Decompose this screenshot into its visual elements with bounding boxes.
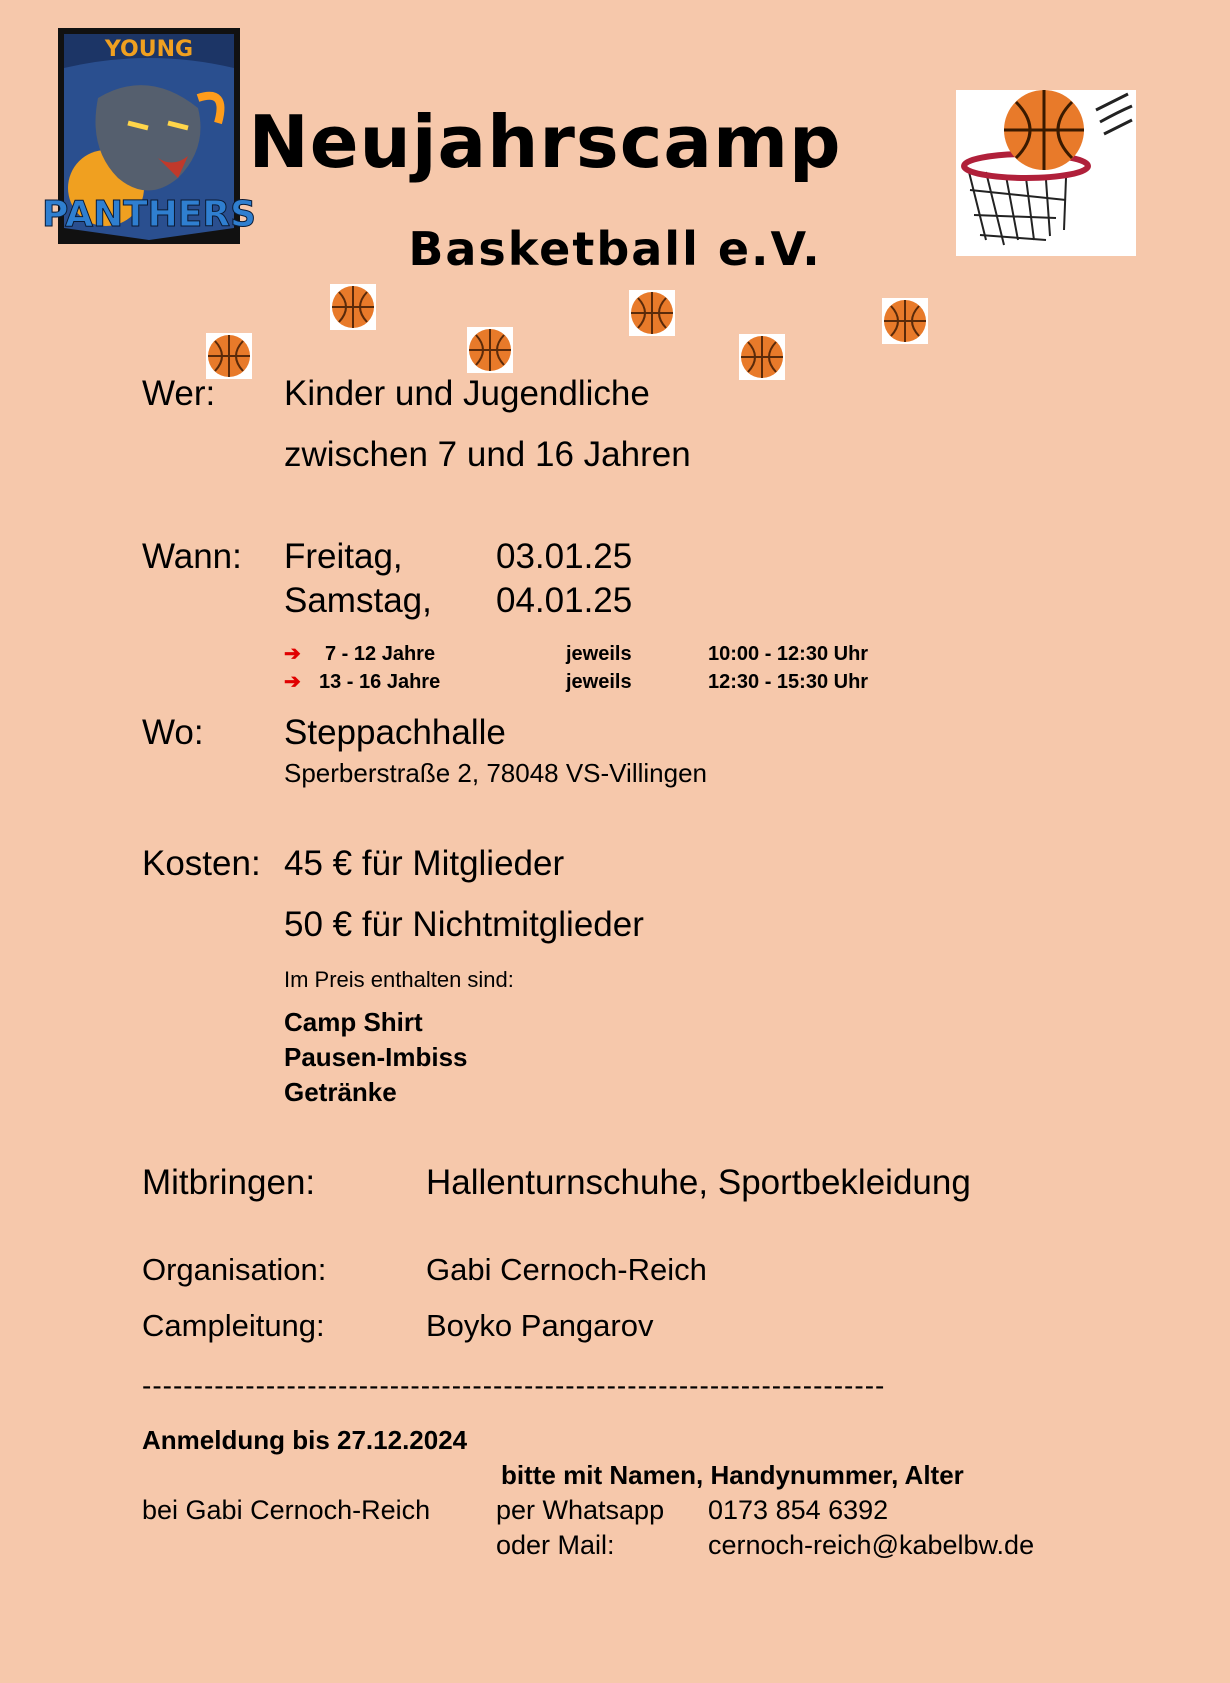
wer-line2: zwischen 7 und 16 Jahren xyxy=(284,435,691,474)
included-item: Camp Shirt xyxy=(284,1007,423,1037)
basketball-icon xyxy=(629,290,675,336)
organisation-label: Organisation: xyxy=(142,1252,327,1287)
wann-day: Samstag, xyxy=(284,581,432,620)
group-ages: 7 - 12 Jahre xyxy=(325,643,436,665)
mitbringen-label: Mitbringen: xyxy=(142,1163,316,1202)
wer-line1: Kinder und Jugendliche xyxy=(284,374,650,413)
wann-label: Wann: xyxy=(142,537,242,576)
mitbringen-value: Hallenturnschuhe, Sportbekleidung xyxy=(426,1163,971,1202)
basketball-icon xyxy=(330,284,376,330)
group-time: 12:30 - 15:30 Uhr xyxy=(708,671,869,693)
whatsapp-label: per Whatsapp xyxy=(496,1495,665,1525)
group-time: 10:00 - 12:30 Uhr xyxy=(708,643,869,665)
group-ages: 13 - 16 Jahre xyxy=(319,671,441,693)
wann-date: 04.01.25 xyxy=(496,581,633,620)
phone-number: 0173 854 6392 xyxy=(708,1495,889,1525)
campleitung-label: Campleitung: xyxy=(142,1308,325,1343)
group-each: jeweils xyxy=(566,671,632,693)
kosten-members: 45 € für Mitglieder xyxy=(284,844,565,883)
logo-bottom-text: PANTHERS xyxy=(42,194,256,235)
included-item: Getränke xyxy=(284,1077,397,1107)
basketball-icon xyxy=(206,333,252,379)
anmeldung-contact: bei Gabi Cernoch-Reich xyxy=(142,1495,431,1525)
red-arrow-icon: ➔ xyxy=(284,671,301,693)
kosten-label: Kosten: xyxy=(142,844,261,883)
basketball-icon xyxy=(882,298,928,344)
basketball-hoop-image xyxy=(956,90,1136,256)
wo-label: Wo: xyxy=(142,713,204,752)
dashed-divider: ------------------------------------------------------------------------ xyxy=(142,1370,886,1401)
kosten-non-members: 50 € für Nichtmitglieder xyxy=(284,905,644,944)
logo-top-text: YOUNG xyxy=(104,37,194,62)
email-address: cernoch-reich@kabelbw.de xyxy=(708,1530,1035,1560)
anmeldung-title: Anmeldung bis 27.12.2024 xyxy=(142,1425,468,1455)
page-subtitle: Basketball e.V. xyxy=(408,222,822,276)
mail-label: oder Mail: xyxy=(496,1530,615,1560)
included-item: Pausen-Imbiss xyxy=(284,1042,468,1072)
organisation-value: Gabi Cernoch-Reich xyxy=(426,1252,707,1287)
included-label: Im Preis enthalten sind: xyxy=(284,967,514,992)
red-arrow-icon: ➔ xyxy=(284,643,301,665)
campleitung-value: Boyko Pangarov xyxy=(426,1308,654,1343)
wann-day: Freitag, xyxy=(284,537,403,576)
group-each: jeweils xyxy=(566,643,632,665)
wo-address: Sperberstraße 2, 78048 VS-Villingen xyxy=(284,758,707,788)
wer-label: Wer: xyxy=(142,374,216,413)
basketball-icon xyxy=(739,334,785,380)
basketball-icon xyxy=(467,327,513,373)
wo-place: Steppachhalle xyxy=(284,713,506,752)
wann-date: 03.01.25 xyxy=(496,537,633,576)
page-title: Neujahrscamp xyxy=(248,100,842,184)
anmeldung-note: bitte mit Namen, Handynummer, Alter xyxy=(501,1460,964,1490)
